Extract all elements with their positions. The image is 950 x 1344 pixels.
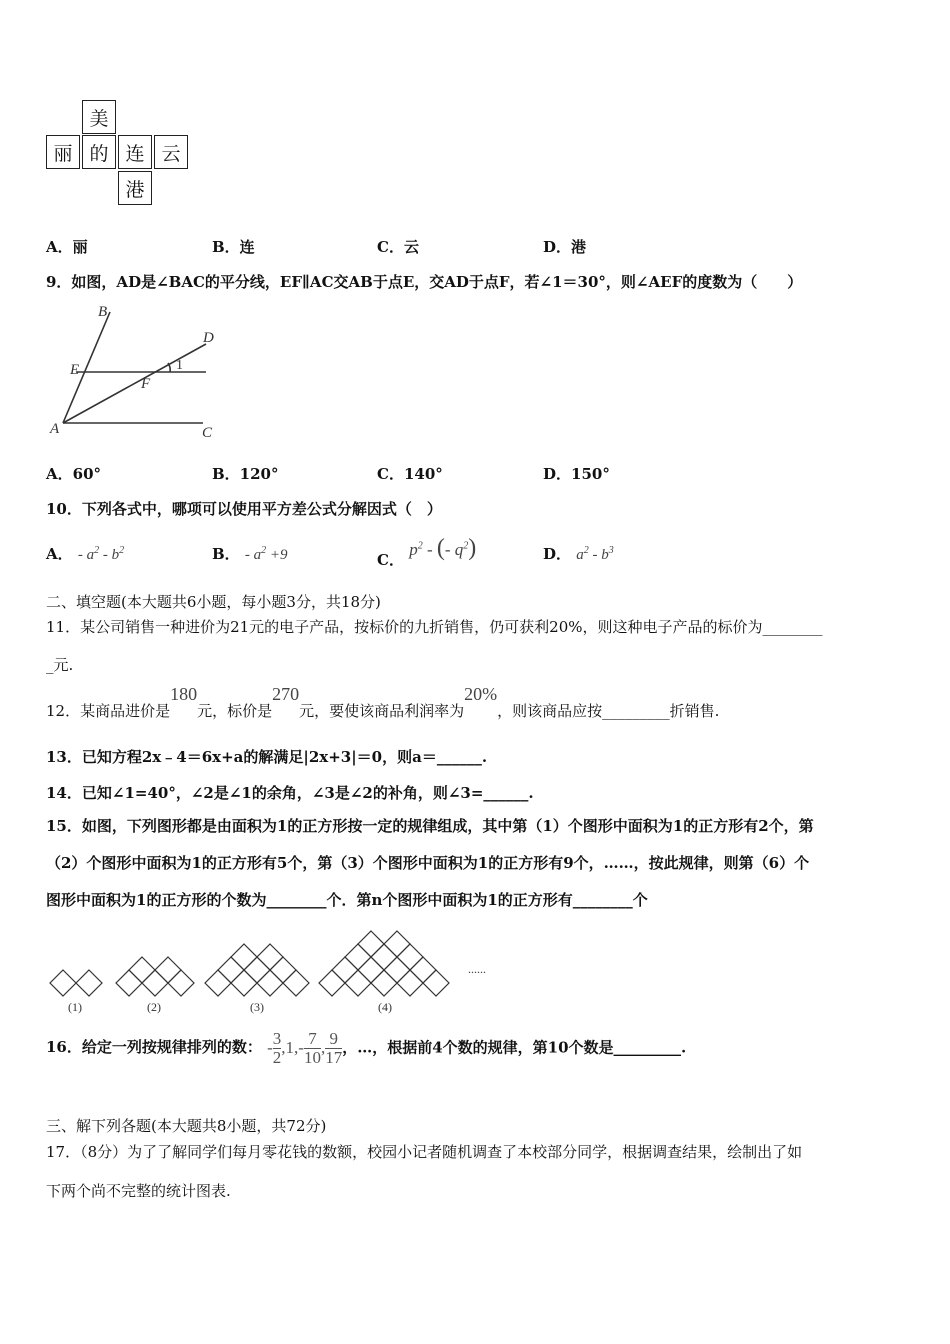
q10-text: 10．下列各式中，哪项可以使用平方差公式分解因式（ ） xyxy=(46,500,442,518)
q8-option-b: B．连 xyxy=(212,238,255,256)
fig3-square-9 xyxy=(257,944,283,970)
section-2-heading: 二、填空题(本大题共6小题，每小题3分，共18分) xyxy=(46,593,381,611)
fig4-square-6 xyxy=(332,957,358,983)
fig-ellipsis: ...... xyxy=(468,962,486,976)
fig3-square-4 xyxy=(283,970,309,996)
fig3-square-8 xyxy=(231,944,257,970)
q10-a-expr: - $a^2 - b^2$ xyxy=(77,545,125,563)
q10-d-label: D． xyxy=(543,545,572,563)
q17-line1: 17．（8分）为了了解同学们每月零花钱的数额，校园小记者随机调查了本校部分同学，根据调查结果，绘制出了如 xyxy=(46,1143,803,1161)
fig4-square-14 xyxy=(384,931,410,957)
fig2-square-3 xyxy=(168,970,194,996)
q10-c-label: C． xyxy=(377,551,404,569)
fig4-square-8 xyxy=(384,957,410,983)
q16-post: ，…，根据前4个数的规律，第10个数是_________. xyxy=(342,1038,687,1057)
frac-3: $\frac{9}{17}$ xyxy=(325,1029,343,1067)
fig2-square-4 xyxy=(129,957,155,983)
fig4-square-12 xyxy=(397,944,423,970)
q10-option-a xyxy=(46,543,124,564)
q9-figure xyxy=(46,302,276,442)
fig3-square-6 xyxy=(244,957,270,983)
label-a: A xyxy=(50,421,60,437)
q12-part1: 12．某商品进价是 xyxy=(46,702,171,720)
line-ad xyxy=(63,344,206,423)
fig4-square-10 xyxy=(345,944,371,970)
label-c: C xyxy=(202,425,213,441)
q8-option-c: C．云 xyxy=(377,238,419,256)
fig2-square-2 xyxy=(142,970,168,996)
fig3-square-2 xyxy=(231,970,257,996)
q10-option-d xyxy=(543,543,614,564)
q9-text: 9．如图，AD是∠BAC的平分线，EF∥AC交AB于点E，交AD于点F，若∠1＝30°，则∠AEF的度数为（ ） xyxy=(46,273,803,291)
fig-label-1: (1) xyxy=(68,1000,82,1014)
q15-line3: 图形中面积为1的正方形的个数为________个．第n个图形中面积为1的正方形有________个 xyxy=(46,891,648,909)
q12-part2: 元，标价是 xyxy=(197,702,273,720)
q9-option-d: D．150° xyxy=(543,465,610,483)
q13: 13．已知方程2x﹣4＝6x+a的解满足|2x+3|＝0，则a＝______. xyxy=(46,748,488,766)
fig4-square-3 xyxy=(371,970,397,996)
fig3-square-1 xyxy=(205,970,231,996)
fig4-square-13 xyxy=(358,931,384,957)
q10-b-expr: - $a^2 +9$ xyxy=(244,545,288,563)
net-cell-4: 云 xyxy=(154,135,188,169)
q10-a-label: A． xyxy=(46,545,73,563)
q10-option-b xyxy=(212,543,288,564)
fig4-square-1 xyxy=(319,970,345,996)
q16-sequence: - $\frac{3}{2}$ ,1,- $\frac{7}{10}$ , $\frac{9}{17}$ xyxy=(267,1029,343,1067)
fig2-square-1 xyxy=(116,970,142,996)
q16-mid: ,1,- xyxy=(281,1038,304,1058)
frac-1: $\frac{3}{2}$ xyxy=(272,1029,282,1067)
label-one: 1 xyxy=(176,358,183,373)
fig-label-4: (4) xyxy=(378,1000,392,1014)
net-cell-2: 的 xyxy=(82,135,116,169)
fig3-square-5 xyxy=(218,957,244,983)
q15-figures xyxy=(46,925,566,1020)
label-d: D xyxy=(203,330,214,346)
q9-option-a: A．60° xyxy=(46,465,102,483)
q8-option-a: A．丽 xyxy=(46,238,88,256)
label-f: F xyxy=(141,376,151,392)
fig-label-3: (3) xyxy=(250,1000,264,1014)
q11-line2: _元. xyxy=(46,656,74,674)
q12-part4: ，则该商品应按_________折销售. xyxy=(497,702,720,720)
q12-price: 270 xyxy=(272,684,300,704)
fig4-square-11 xyxy=(371,944,397,970)
q10-option-c xyxy=(377,535,477,569)
fig4-square-7 xyxy=(358,957,384,983)
q14: 14．已知∠1=40°，∠2是∠1的余角，∠3是∠2的补角，则∠3=______. xyxy=(46,784,534,802)
fig4-square-4 xyxy=(397,970,423,996)
fig1-square-2 xyxy=(76,970,102,996)
net-cell-top: 美 xyxy=(82,100,116,134)
section-3-heading: 三、解下列各题(本大题共8小题，共72分) xyxy=(46,1117,327,1135)
q16-pre: 16．给定一列按规律排列的数： xyxy=(46,1038,262,1057)
q12-cost: 180 xyxy=(170,684,198,704)
q12-part3: 元，要使该商品利润率为 xyxy=(299,702,465,720)
fig4-square-9 xyxy=(410,957,436,983)
q15-line1: 15．如图，下列图形都是由面积为1的正方形按一定的规律组成，其中第（1）个图形中面积为1的正方形有2个，第 xyxy=(46,817,814,835)
q8-option-d: D．港 xyxy=(543,238,587,256)
q12-rate: 20% xyxy=(464,684,498,704)
fig-label-2: (2) xyxy=(147,1000,161,1014)
fig3-square-3 xyxy=(257,970,283,996)
label-b: B xyxy=(98,304,108,320)
q15-line2: （2）个图形中面积为1的正方形有5个，第（3）个图形中面积为1的正方形有9个，……，按此规律，则第（6）个 xyxy=(46,854,810,872)
label-e: E xyxy=(70,362,80,378)
fig3-square-7 xyxy=(270,957,296,983)
q11-line1: 11．某公司销售一种进价为21元的电子产品，按标价的九折销售，仍可获利20%，则这种电子产品的标价为________ xyxy=(46,618,823,636)
q9-option-c: C．140° xyxy=(377,465,443,483)
net-cell-bottom: 港 xyxy=(118,171,152,205)
q12 xyxy=(46,684,720,720)
q17-line2: 下两个尚不完整的统计图表. xyxy=(46,1182,231,1200)
fig2-square-5 xyxy=(155,957,181,983)
frac-2: $\frac{7}{10}$ xyxy=(303,1029,321,1067)
q9-option-b: B．120° xyxy=(212,465,279,483)
q16 xyxy=(46,1030,686,1067)
fig1-square-1 xyxy=(50,970,76,996)
q10-d-expr: $a^2 - b^3$ xyxy=(576,545,614,563)
fig4-square-2 xyxy=(345,970,371,996)
fig4-square-5 xyxy=(423,970,449,996)
q10-b-label: B． xyxy=(212,545,240,563)
net-cell-1: 丽 xyxy=(46,135,80,169)
net-cell-3: 连 xyxy=(118,135,152,169)
q10-c-expr: $p^2$ - (- $q^2$) xyxy=(409,535,477,561)
